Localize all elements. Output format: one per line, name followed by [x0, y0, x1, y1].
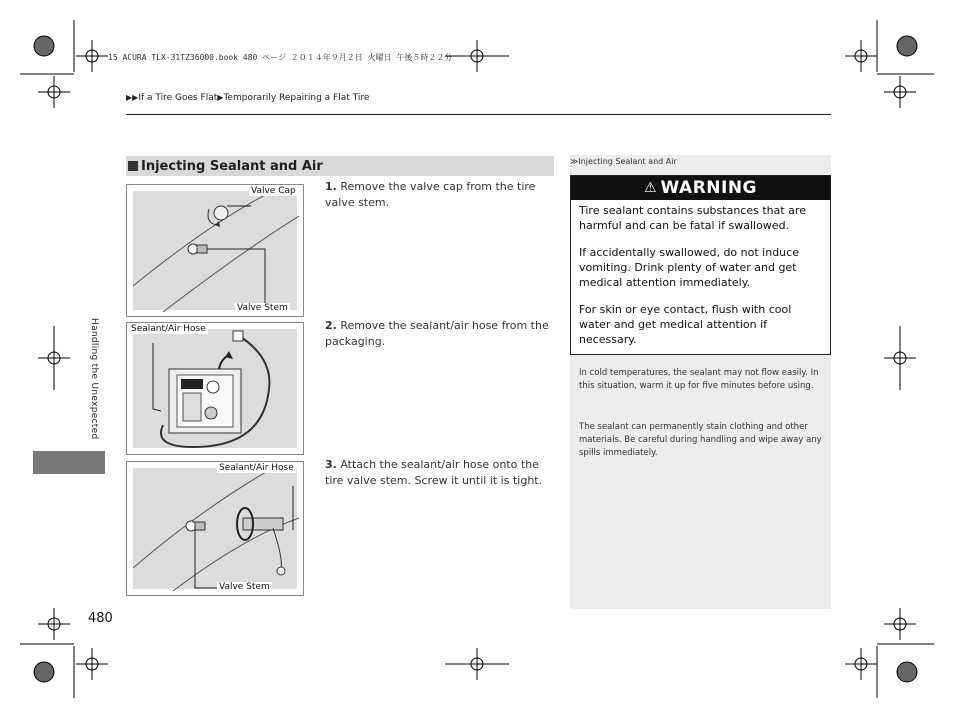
step-number: 3. [325, 458, 337, 471]
step-text: Attach the sealant/air hose onto the tire valve stem. Screw it until it is tight. [325, 458, 543, 487]
breadcrumb [126, 93, 369, 103]
warning-header [571, 176, 830, 200]
header-divider [126, 114, 831, 115]
page-number: 480 [88, 611, 113, 626]
breadcrumb-item-flat-tire[interactable]: If a Tire Goes Flat [138, 93, 218, 103]
figure-background [133, 191, 297, 310]
step-3 [325, 457, 550, 489]
label-sealant-air-hose: Sealant/Air Hose [219, 463, 294, 473]
breadcrumb-arrow-icon: ▶▶ [126, 93, 139, 102]
label-valve-stem: Valve Stem [219, 582, 270, 592]
step-2 [325, 318, 550, 350]
sealant-kit-illustration [133, 329, 299, 450]
warning-box [570, 175, 831, 355]
step-text: Remove the valve cap from the tire valve stem. [325, 180, 536, 209]
warning-paragraph: If accidentally swallowed, do not induce vomiting. Drink plenty of water and get medical attention immediately. [579, 246, 799, 289]
step-number: 1. [325, 180, 337, 193]
figure-background [133, 329, 297, 448]
warning-paragraph: For skin or eye contact, flush with cool water and get medical attention if necessary. [579, 303, 792, 346]
warning-triangle-icon: ⚠ [643, 180, 657, 196]
warning-title: WARNING [660, 178, 758, 198]
step-text: Remove the sealant/air hose from the packaging. [325, 319, 549, 348]
figure-attach-hose [126, 461, 304, 596]
reference-icon: ≫ [570, 157, 579, 166]
section-header [126, 156, 554, 176]
section-square-icon [128, 161, 138, 171]
step-number: 2. [325, 319, 337, 332]
attach-hose-illustration [133, 468, 299, 591]
breadcrumb-item-repair[interactable]: Temporarily Repairing a Flat Tire [223, 93, 370, 103]
section-title: Injecting Sealant and Air [141, 158, 323, 174]
chapter-tab-label: Handling the Unexpected [89, 318, 99, 440]
figure-sealant-hose [126, 322, 304, 455]
label-valve-cap: Valve Cap [251, 186, 296, 196]
figure-background [133, 468, 297, 589]
warning-paragraph: Tire sealant contains substances that are harmful and can be fatal if swallowed. [579, 204, 806, 232]
chapter-tab-marker[interactable] [33, 451, 105, 474]
figure-valve-cap [126, 184, 304, 317]
sidebar-reference [570, 157, 677, 166]
print-header: 15 ACURA TLX-31TZ36000.book 480 ページ ２０１４年９月２日 火曜日 午後５時２２分 [108, 53, 453, 62]
breadcrumb-separator-icon: ▶ [217, 93, 224, 102]
step-1 [325, 179, 550, 211]
label-valve-stem: Valve Stem [237, 303, 288, 313]
reference-title: Injecting Sealant and Air [578, 157, 677, 166]
label-sealant-air-hose: Sealant/Air Hose [131, 324, 206, 334]
sidebar-note: The sealant can permanently stain clothing and other materials. Be careful during handling and wipe away any spills immediately. [579, 422, 822, 458]
sidebar-note: In cold temperatures, the sealant may not flow easily. In this situation, warm it up for five minutes before using. [579, 368, 819, 391]
tire-valve-illustration [133, 191, 299, 312]
